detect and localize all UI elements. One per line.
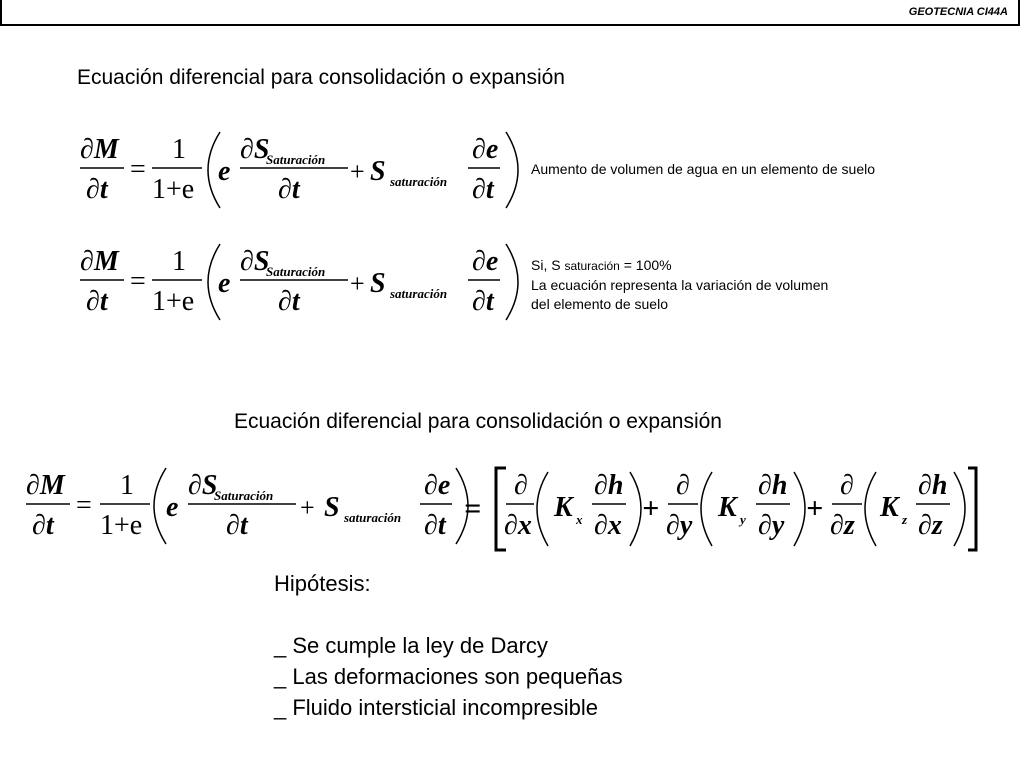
eq3-dx2: ∂x [594,510,622,541]
eq3-Kz: K [880,492,899,523]
eq2-dt3: ∂t [472,286,494,317]
eq3-dt3: ∂t [424,510,446,541]
eq3-d-z: ∂ [840,470,854,501]
eq3-Kz-sub: z [902,512,908,527]
eq1-dS: ∂S [240,134,270,165]
eq3-dy: ∂y [666,510,693,541]
section2-title: Ecuación diferencial para consolidación o expansión [234,410,722,433]
eq2-dt: ∂t [86,286,108,317]
eq3-dh-y: ∂h [758,470,788,501]
section1-title: Ecuación diferencial para consolidación o expansión [77,66,565,89]
eq3-S: S [324,492,340,523]
note-eq2-line3: del elemento de suelo [531,296,668,312]
eq1-dt3: ∂t [472,174,494,205]
eq2-dt2: ∂t [278,286,300,317]
eq3-dt2: ∂t [226,510,248,541]
eq1-dt: ∂t [86,174,108,205]
eq2-de: ∂e [472,246,499,277]
header-bar [0,0,1020,26]
hypothesis-item: _ Las deformaciones son pequeñas [274,664,623,689]
eq2-sub-saturacion: saturación [390,286,448,301]
eq1-one-plus-e: 1+e [152,174,195,205]
eq3-Kx-sub: x [576,512,583,527]
eq3-sub-saturacion: saturación [344,510,402,525]
eq3-Ky: K [718,492,737,523]
eq3-dh-z: ∂h [918,470,948,501]
equation-1 [70,130,530,210]
eq2-dM: ∂M [80,246,119,277]
eq2-S: S [370,268,386,299]
eq1-de: ∂e [472,134,499,165]
eq3-plus: + [300,493,315,522]
eq3-d-x: ∂ [514,470,528,501]
eq3-dM: ∂M [26,470,65,501]
eq2-e: e [218,268,231,299]
eq1-sub-Saturacion: Saturación [266,152,326,167]
eq2-one: 1 [172,246,186,277]
eq3-equals: = [76,490,92,521]
eq3-Kx: K [554,492,573,523]
eq1-S: S [370,156,386,187]
eq3-dy2: ∂y [758,510,785,541]
eq3-e: e [166,492,179,523]
eq3-Ky-sub: y [740,512,746,527]
hypothesis-item: _ Fluido intersticial incompresible [274,695,599,720]
eq1-sub-saturacion: saturación [390,174,448,189]
note-eq2 [531,256,828,314]
eq1-one: 1 [172,134,186,165]
note-eq2-line2: La ecuación representa la variación de volumen [531,277,829,293]
eq3-plus2: + [806,492,824,525]
eq2-sub-Saturacion: Saturación [266,264,326,279]
eq1-e: e [218,156,231,187]
note-eq2-suffix: = 100% [623,257,672,273]
hypotheses-spacer [274,599,623,630]
eq1-equals: = [130,154,146,185]
eq2-plus: + [350,269,365,298]
eq3-dS: ∂S [188,470,218,501]
eq3-dz2: ∂z [918,510,943,541]
eq1-dM: ∂M [80,134,119,165]
eq2-one-plus-e: 1+e [152,286,195,317]
hypothesis-item: _ Se cumple la ley de Darcy [274,633,548,658]
header-title: GEOTECNIA CI44A [908,6,1008,18]
hypotheses [274,568,623,723]
eq3-bracket-equals: = [464,492,482,525]
eq3-de: ∂e [424,470,451,501]
note-eq2-sub: saturación [564,259,620,273]
hypotheses-title: Hipótesis: [274,571,371,596]
eq3-sub-Saturacion: Saturación [214,488,274,503]
equation-3 [20,466,1010,556]
eq3-dt: ∂t [32,510,54,541]
note-eq1: Aumento de volumen de agua en un elemento de suelo [531,161,876,177]
equation-2 [70,242,530,322]
eq3-dz: ∂z [830,510,855,541]
note-eq2-prefix: Si, S [531,257,561,273]
eq3-dx: ∂x [504,510,532,541]
eq3-one: 1 [120,470,134,501]
eq1-plus: + [350,157,365,186]
eq3-plus1: + [642,492,660,525]
eq3-one-plus-e: 1+e [100,510,143,541]
eq3-d-y: ∂ [676,470,690,501]
eq2-dS: ∂S [240,246,270,277]
note-eq2-line1 [531,256,828,276]
eq2-equals: = [130,266,146,297]
eq1-dt2: ∂t [278,174,300,205]
eq3-dh-x: ∂h [594,470,624,501]
